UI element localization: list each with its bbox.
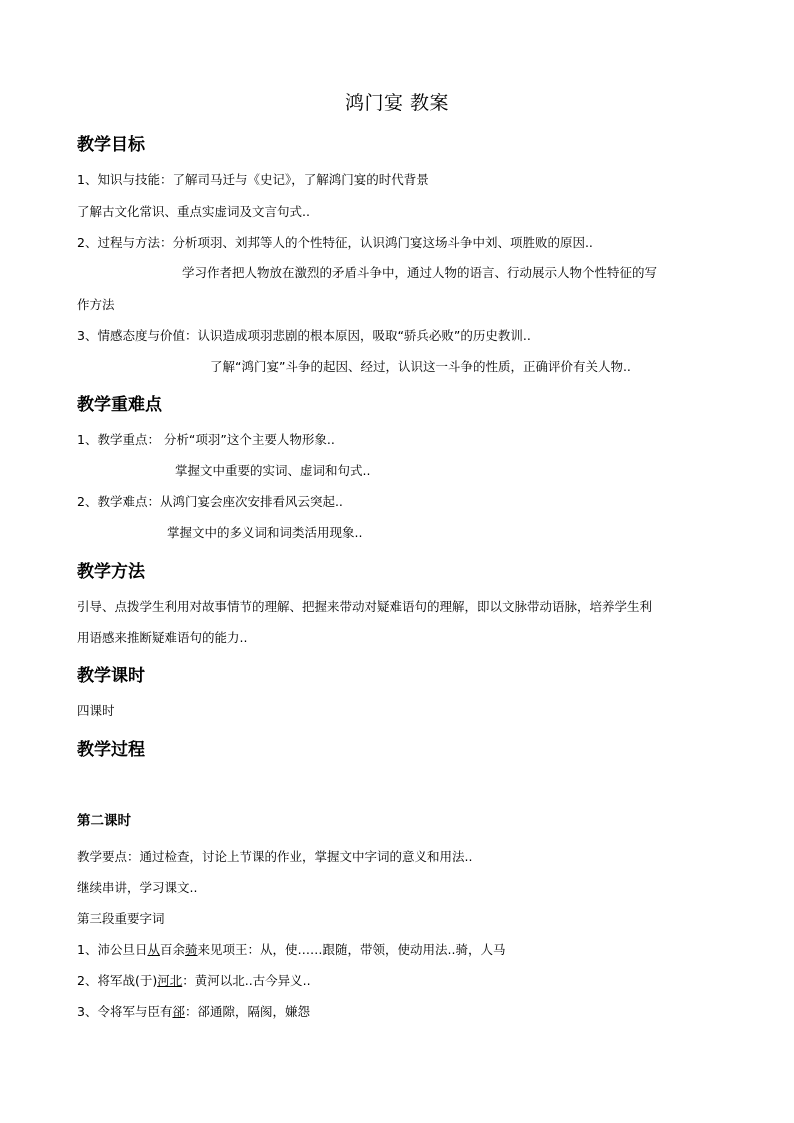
objectives-line-1: 1、知识与技能：了解司马迁与《史记》，了解鸿门宴的时代背景 <box>77 172 429 187</box>
heading-methods: 教学方法 <box>77 562 145 582</box>
objectives-line-5: 作方法 <box>77 297 115 312</box>
key-points-line-3: 2、教学难点：从鸿门宴会座次安排看风云突起.. <box>77 494 343 509</box>
key-points-line-4: 掌握文中的多义词和词类活用现象.. <box>167 525 363 540</box>
hours-line-1: 四课时 <box>77 703 115 718</box>
heading-process: 教学过程 <box>77 740 145 760</box>
methods-line-2: 用语感来推断疑难语句的能力.. <box>77 630 248 645</box>
document-title: 鸿门宴 教案 <box>344 92 450 114</box>
vocab-item-1-text-b: 百余 <box>159 942 185 957</box>
objectives-line-4: 学习作者把人物放在激烈的矛盾斗争中，通过人物的语言、行动展示人物个性特征的写 <box>182 265 658 280</box>
subheading-second-lesson: 第二课时 <box>77 813 131 829</box>
heading-objectives: 教学目标 <box>77 135 145 155</box>
vocab-item-1-text-c: 来见项王：从，使……跟随，带领，使动用法..骑，人马 <box>197 942 506 957</box>
key-points-line-1: 1、教学重点： 分析“项羽”这个主要人物形象.. <box>77 432 335 447</box>
vocab-item-2-text-a: 2、将军战(于) <box>77 973 158 988</box>
vocab-item-2-underlined-1: 河北 <box>157 973 183 988</box>
vocab-item-1-underlined-2: 骑 <box>184 942 198 957</box>
methods-line-1: 引导、点拨学生利用对故事情节的理解、把握来带动对疑难语句的理解，即以文脉带动语脉，培养学生利 <box>77 599 653 614</box>
vocab-item-3-text-a: 3、令将军与臣有 <box>77 1004 173 1019</box>
process-line-2: 继续串讲，学习课文.. <box>77 880 198 895</box>
vocab-item-2 <box>77 971 311 989</box>
vocab-item-3-underlined-1: 郤 <box>172 1004 185 1019</box>
vocab-item-1-text-a: 1、沛公旦日 <box>77 942 148 957</box>
process-line-1: 教学要点：通过检查，讨论上节课的作业，掌握文中字词的意义和用法.. <box>77 849 473 864</box>
objectives-line-6: 3、情感态度与价值：认识造成项羽悲剧的根本原因，吸取“骄兵必败”的历史教训.. <box>77 328 531 343</box>
vocab-item-1-underlined-1: 从 <box>147 942 160 957</box>
process-line-3: 第三段重要字词 <box>77 911 165 926</box>
vocab-item-3 <box>77 1002 310 1020</box>
vocab-item-2-text-b: ：黄河以北..古今异义.. <box>182 973 311 988</box>
vocab-item-3-text-b: ：郤通隙，隔阂，嫌怨 <box>184 1004 310 1019</box>
heading-key-points: 教学重难点 <box>77 395 162 415</box>
key-points-line-2: 掌握文中重要的实词、虚词和句式.. <box>175 463 371 478</box>
objectives-line-7: 了解“鸿门宴”斗争的起因、经过，认识这一斗争的性质，正确评价有关人物.. <box>210 359 631 374</box>
objectives-line-2: 了解古文化常识、重点实虚词及文言句式.. <box>77 204 310 219</box>
vocab-item-1 <box>77 940 505 958</box>
objectives-line-3: 2、过程与方法：分析项羽、刘邦等人的个性特征，认识鸿门宴这场斗争中刘、项胜败的原因.. <box>77 235 593 250</box>
heading-hours: 教学课时 <box>77 666 145 686</box>
